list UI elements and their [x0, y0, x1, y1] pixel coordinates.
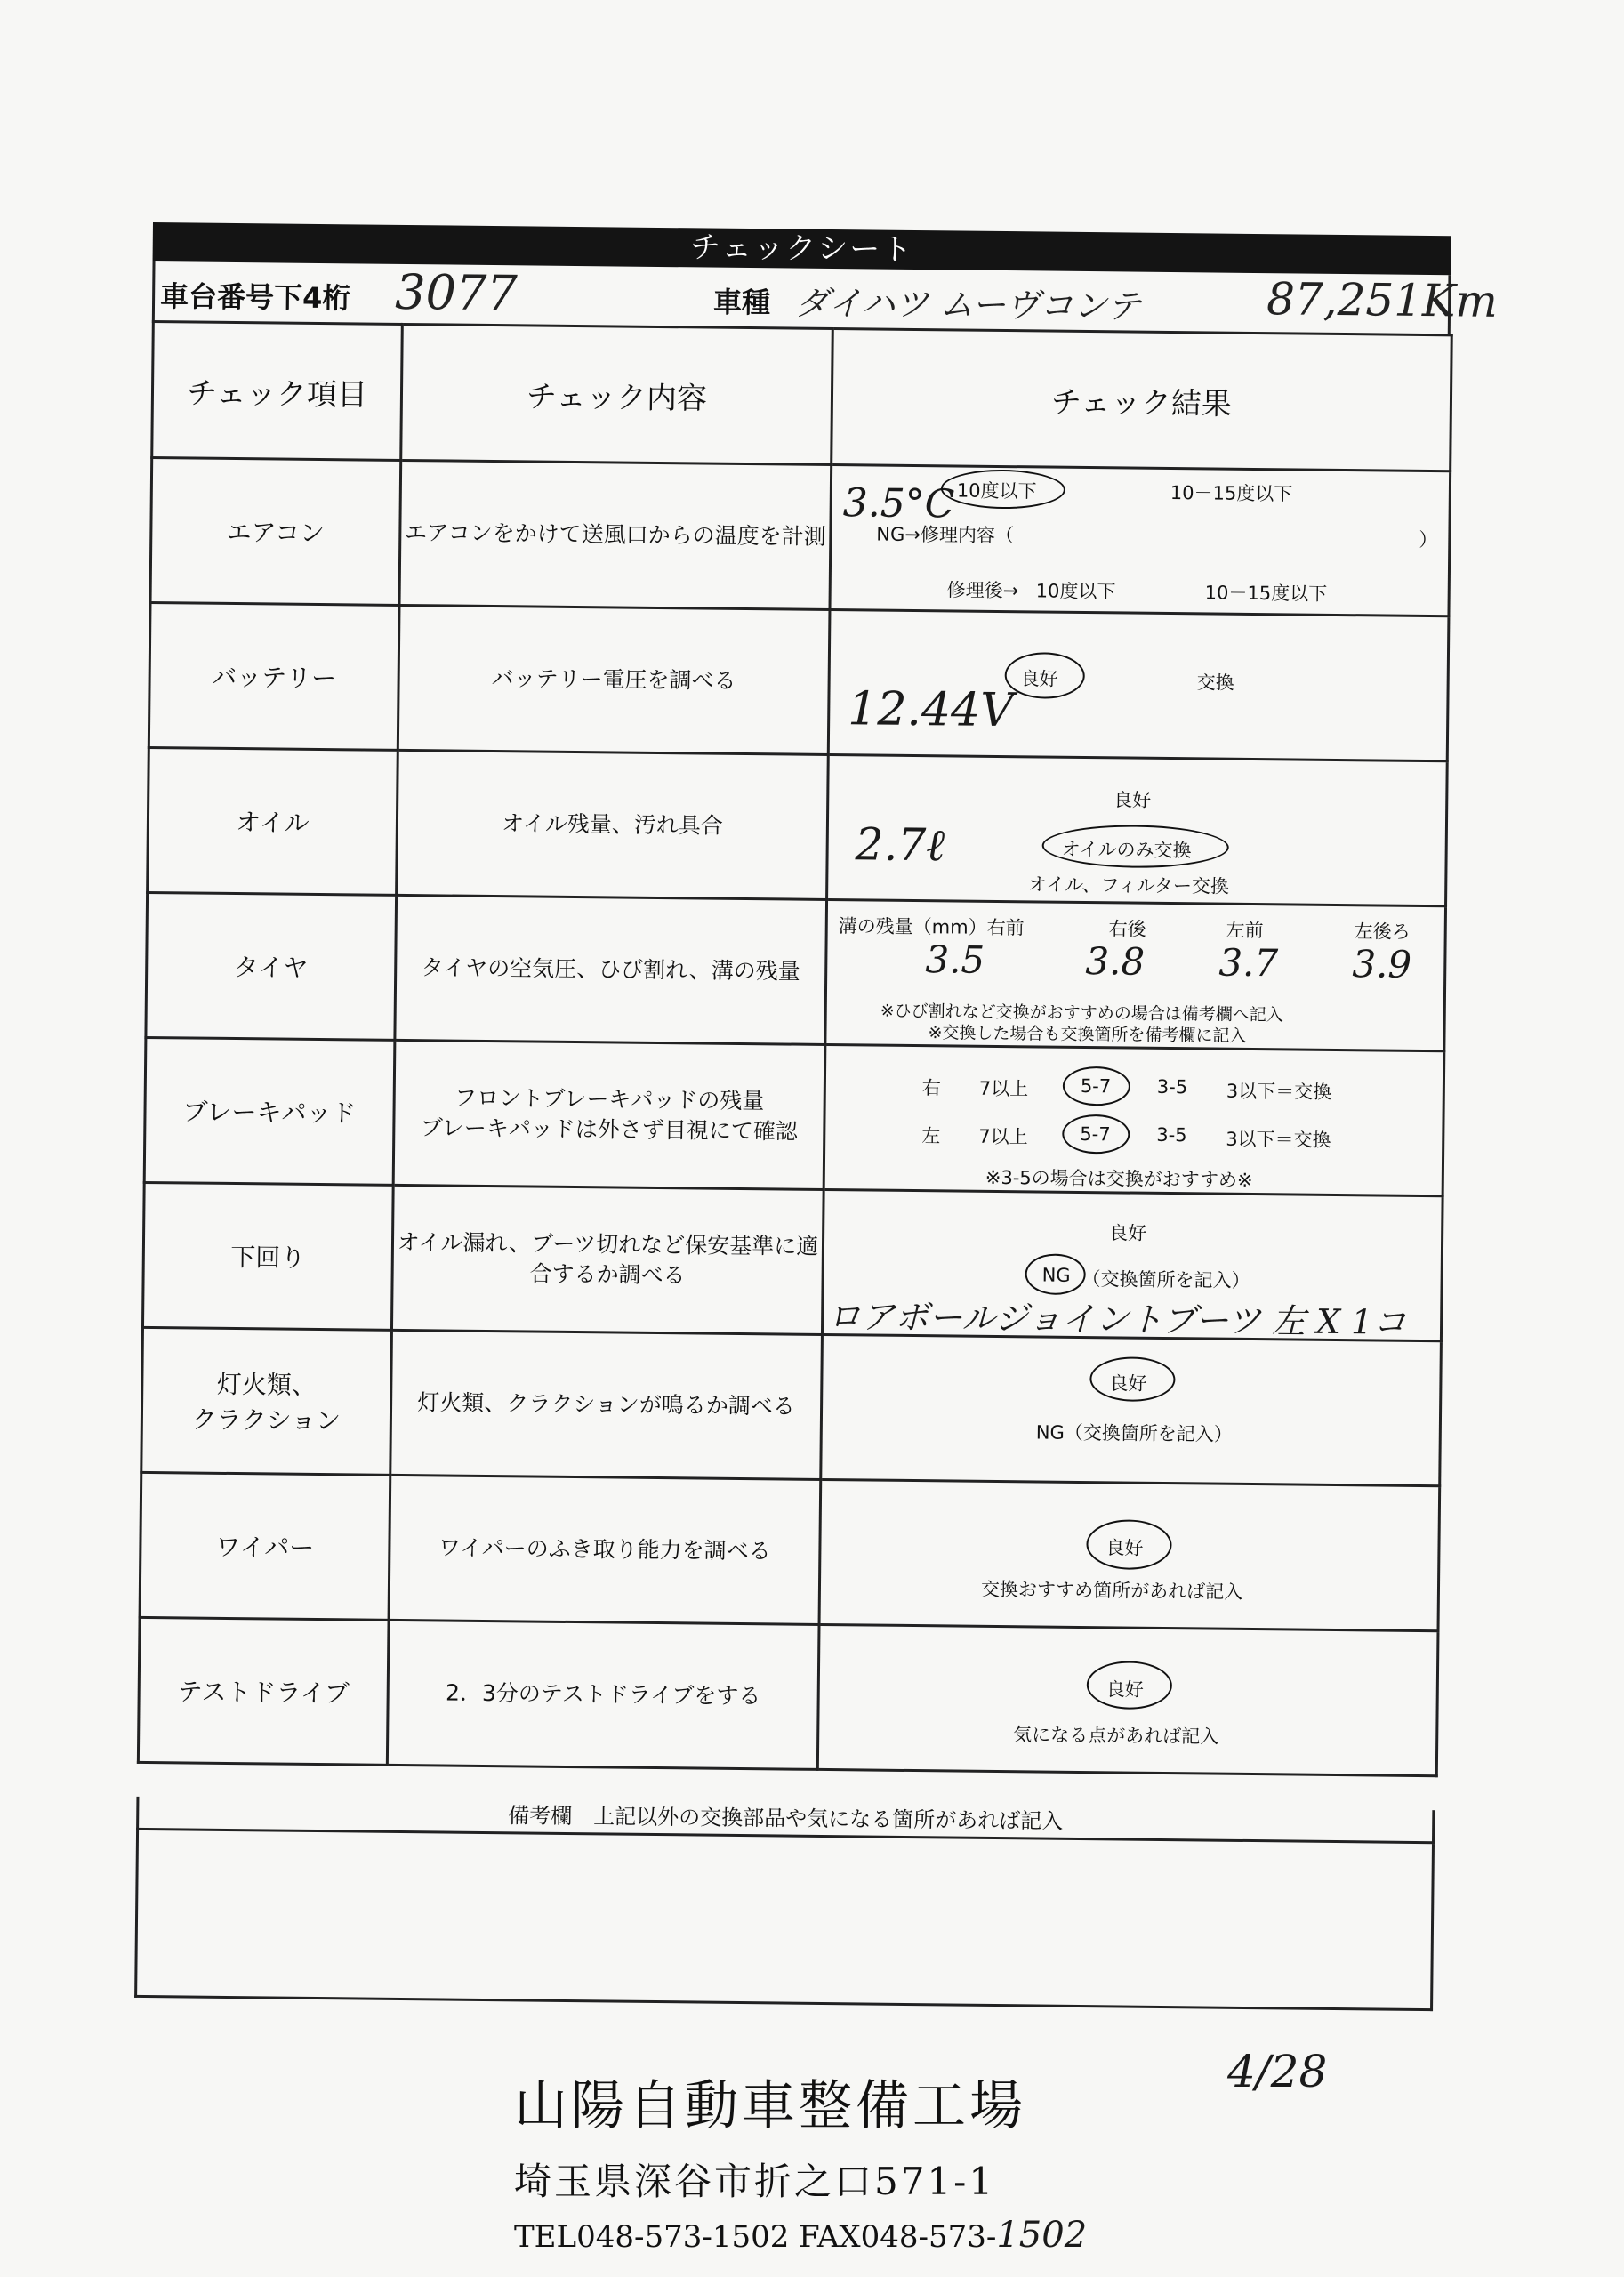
selected-circle [1041, 825, 1228, 869]
table-row [149, 602, 1449, 760]
row-item: 下回り [142, 1182, 393, 1330]
brake-right-opt4: 3以下＝交換 [1226, 1080, 1332, 1103]
brake-content-line1: フロントブレーキパッドの残量 [454, 1084, 765, 1114]
option-oil-filter: オイル、フィルター交換 [1028, 873, 1230, 897]
row-result [830, 465, 1451, 616]
row-item: バッテリー [149, 602, 399, 750]
model-value: ダイハツ ムーヴコンテ [794, 283, 1141, 326]
row-result [828, 609, 1449, 760]
row-item: タイヤ [146, 892, 397, 1040]
tread-label-rr: 右後 [1108, 918, 1146, 940]
row-item [141, 1327, 392, 1475]
remarks-header: 備考欄 上記以外の交換部品や気になる箇所があれば記入 [136, 1797, 1435, 1844]
brake-right-opt1: 7以上 [978, 1077, 1029, 1100]
row-content: ワイパーのふき取り能力を調べる [389, 1475, 821, 1624]
option-good: 良好 [1105, 1537, 1144, 1559]
date-value: 4/28 [1227, 2046, 1328, 2097]
check-table [137, 320, 1453, 1777]
table-row [150, 458, 1451, 616]
table-row [138, 1617, 1438, 1775]
option-replace: 交換 [1196, 672, 1234, 694]
brake-left-opt1: 7以上 [978, 1125, 1028, 1148]
remarks-box [134, 1830, 1435, 2011]
lights-label-2: クラクション [191, 1404, 342, 1436]
after-10-15: 10－15度以下 [1204, 582, 1328, 605]
table-row [148, 747, 1448, 905]
company-address: 埼玉県深谷市折之口571-1 [514, 2160, 996, 2203]
company-tel [514, 2215, 1087, 2256]
row-content: バッテリー電圧を調べる [398, 605, 830, 754]
oil-amount: 2.7ℓ [855, 818, 945, 872]
row-result [824, 1044, 1444, 1195]
selected-circle [1062, 1114, 1130, 1155]
wiper-note: 交換おすすめ箇所があれば記入 [980, 1578, 1243, 1603]
table-row [142, 1182, 1443, 1340]
brake-right-label: 右 [921, 1077, 941, 1099]
option-10-or-less: 10度以下 [956, 479, 1037, 503]
selected-circle [1086, 1519, 1172, 1570]
row-item: エアコン [150, 458, 401, 606]
lights-label-1: 灯火類、 [216, 1369, 317, 1400]
row-content: オイル漏れ、ブーツ切れなど保安基準に適合するか調べる [391, 1185, 824, 1334]
after-repair-label: 修理後→ [946, 579, 1019, 602]
row-result [821, 1334, 1442, 1485]
table-row [140, 1472, 1440, 1630]
check-sheet [134, 222, 1499, 2015]
option-good: 良好 [1109, 1372, 1147, 1395]
tread-value-fl: 3.7 [1218, 940, 1279, 986]
row-result [825, 899, 1446, 1050]
ng-repair-label: NG→修理内容（ [876, 523, 1015, 547]
row-item: ブレーキパッド [144, 1037, 395, 1185]
brake-note: ※3-5の場合は交換がおすすめ※ [985, 1166, 1253, 1192]
row-content [393, 1040, 825, 1189]
row-content: オイル残量、汚れ具合 [397, 750, 829, 899]
selected-circle [1004, 652, 1085, 699]
col-result-header: チェック結果 [832, 329, 1452, 471]
row-item: オイル [148, 747, 398, 895]
option-ng: NG（交換箇所を記入） [1035, 1421, 1233, 1445]
brake-content-line2: ブレーキパッドは外さず目視にて確認 [420, 1114, 798, 1145]
tread-value-rr: 3.8 [1085, 939, 1146, 984]
mileage-value: 87,251Km [1266, 273, 1499, 327]
row-content: タイヤの空気圧、ひび割れ、溝の残量 [395, 895, 827, 1044]
col-item-header: チェック項目 [152, 322, 403, 461]
option-good: 良好 [1020, 668, 1058, 690]
brake-right-opt3: 3-5 [1156, 1075, 1188, 1098]
selected-circle [1025, 1253, 1085, 1295]
selected-circle [1063, 1066, 1130, 1106]
vin-label: 車台番号下4桁 [159, 279, 351, 316]
tire-note-1: ※ひび割れなど交換がおすすめの場合は備考欄へ記入 [880, 1001, 1283, 1026]
model-label: 車種 [712, 285, 771, 320]
selected-circle [1089, 1356, 1176, 1402]
vin-value: 3077 [394, 263, 518, 322]
row-item: テストドライブ [138, 1617, 389, 1765]
option-ng: NG [1041, 1264, 1071, 1286]
row-result [817, 1624, 1438, 1775]
table-row [144, 1037, 1444, 1195]
tread-label-fl: 左前 [1226, 919, 1264, 942]
measured-temp: 3.5°C [842, 480, 955, 527]
after-10-or-less: 10度以下 [1035, 580, 1116, 603]
ng-note: （交換箇所を記入） [1081, 1268, 1250, 1291]
company-fax-hand: 1502 [996, 2215, 1088, 2256]
row-result [827, 754, 1448, 905]
option-good: 良好 [1105, 1678, 1144, 1701]
option-10-15: 10－15度以下 [1170, 481, 1293, 505]
test-drive-note: 気になる点があれば記入 [1013, 1724, 1219, 1748]
brake-left-opt3: 3-5 [1156, 1123, 1187, 1147]
brake-left-label: 左 [921, 1125, 941, 1147]
tread-label-rl: 左後ろ [1354, 921, 1411, 943]
tread-value-fr: 3.5 [925, 937, 985, 982]
selected-circle [1087, 1661, 1173, 1710]
brake-right-opt2: 5-7 [1080, 1074, 1112, 1098]
company-name: 山陽自動車整備工場 [514, 2075, 1026, 2137]
selected-circle [941, 469, 1065, 509]
row-content: 灯火類、クラクションが鳴るか調べる [390, 1330, 823, 1479]
tire-note-2: ※交換した場合も交換箇所を備考欄に記入 [928, 1023, 1247, 1046]
company-tel-text: TEL048-573-1502 FAX048-573- [514, 2219, 997, 2255]
table-row [141, 1327, 1442, 1485]
row-result [822, 1189, 1443, 1340]
tread-label-fr: 溝の残量（mm）右前 [838, 915, 1025, 939]
row-item: ワイパー [140, 1472, 390, 1620]
option-good: 良好 [1109, 1222, 1147, 1244]
brake-left-opt2: 5-7 [1080, 1122, 1111, 1146]
ng-repair-close: ） [1419, 528, 1438, 551]
col-content-header: チェック内容 [401, 324, 833, 464]
tread-value-rl: 3.9 [1352, 942, 1412, 986]
option-oil-only: オイルのみ交換 [1061, 838, 1192, 862]
option-good: 良好 [1113, 789, 1152, 811]
row-content: 2．3分のテストドライブをする [387, 1620, 819, 1769]
undercarriage-note: ロアボールジョイントブーツ 左 X 1コ [826, 1297, 1407, 1342]
battery-voltage: 12.44V [847, 682, 1015, 738]
table-header-row [152, 322, 1452, 471]
row-result [819, 1479, 1440, 1630]
brake-left-opt4: 3以下＝交換 [1226, 1128, 1331, 1151]
sheet-title: チェックシート [153, 222, 1451, 275]
table-row [146, 892, 1446, 1050]
row-content: エアコンをかけて送風口からの温度を計測 [399, 460, 832, 609]
